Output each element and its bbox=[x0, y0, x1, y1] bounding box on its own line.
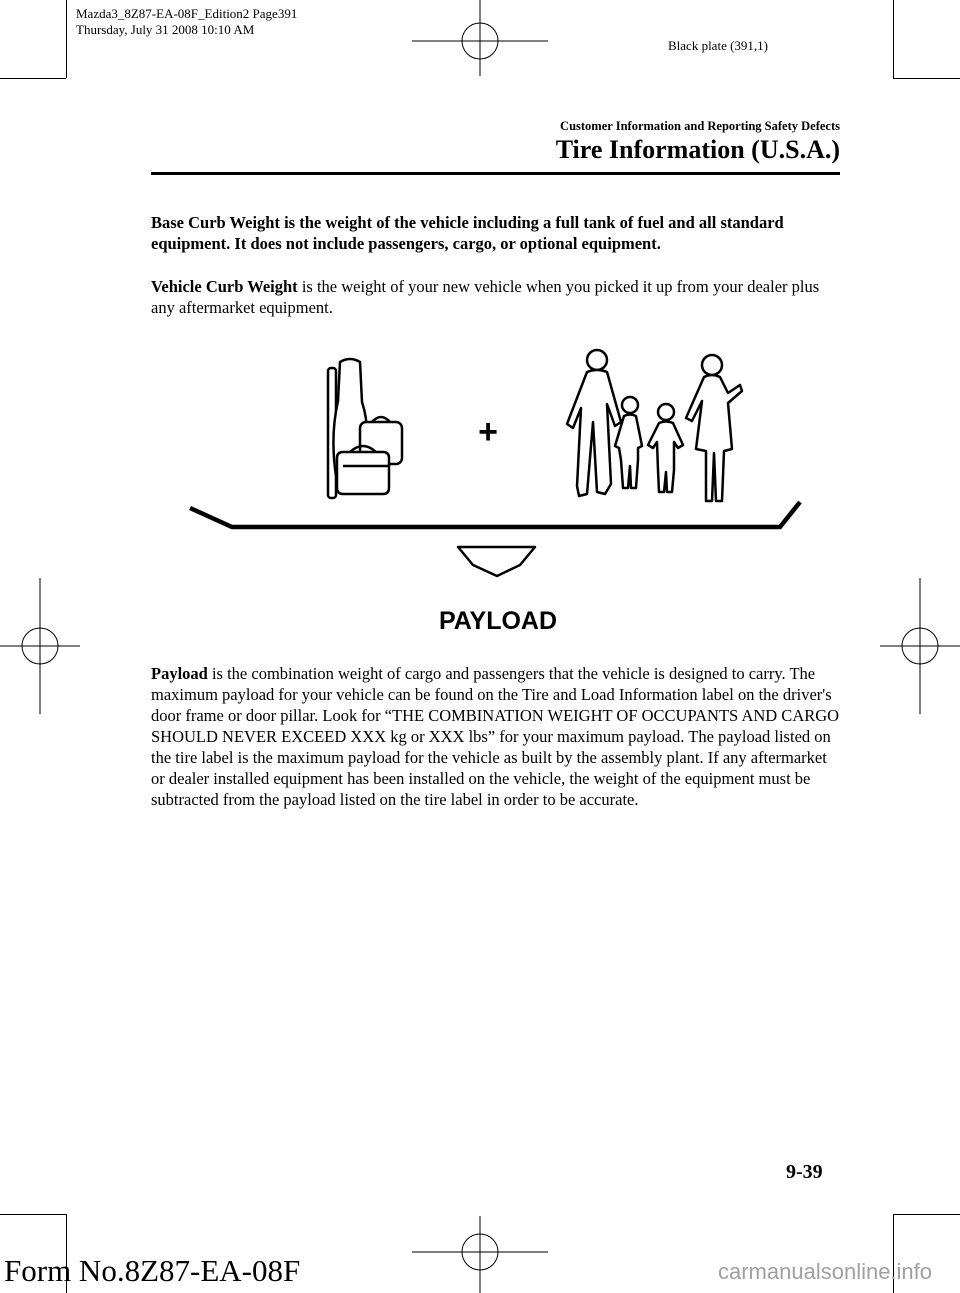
slug-line-1: Mazda3_8Z87-EA-08F_Edition2 Page391 bbox=[76, 6, 298, 21]
crop-mark bbox=[893, 1214, 960, 1215]
watermark: carmanualsonline.info bbox=[718, 1259, 933, 1284]
crop-mark bbox=[0, 78, 66, 79]
registration-mark-left bbox=[0, 578, 80, 714]
header-rule bbox=[151, 172, 840, 175]
crop-mark bbox=[0, 1214, 66, 1215]
payload-paragraph bbox=[151, 663, 841, 810]
luggage-icon bbox=[328, 359, 402, 498]
plus-sign: + bbox=[478, 413, 498, 451]
chapter-title: Tire Information (U.S.A.) bbox=[555, 135, 840, 164]
page-number: 9-39 bbox=[786, 1161, 823, 1183]
payload-term: Payload bbox=[151, 664, 208, 683]
registration-mark-right bbox=[880, 578, 960, 714]
registration-mark-bottom bbox=[412, 1216, 548, 1293]
payload-illustration bbox=[180, 340, 810, 640]
section-title: Customer Information and Reporting Safety Defects bbox=[560, 119, 840, 133]
form-number: Form No.8Z87-EA-08F bbox=[4, 1253, 301, 1288]
black-plate-label: Black plate (391,1) bbox=[668, 38, 768, 53]
base-curb-weight-paragraph: Base Curb Weight is the weight of the vehicle including a full tank of fuel and all standard equipment. It does not include passengers, cargo, or optional equipment. bbox=[151, 213, 784, 253]
vehicle-curb-weight-text: is the weight of your new vehicle when you picked it up from your dealer plus any aftermarket equipment. bbox=[151, 277, 820, 317]
crop-mark bbox=[66, 0, 67, 78]
crop-mark bbox=[893, 78, 960, 79]
bracket-line bbox=[190, 502, 800, 527]
down-arrow bbox=[458, 547, 535, 576]
vehicle-curb-weight-paragraph bbox=[151, 276, 841, 318]
vehicle-curb-weight-term: Vehicle Curb Weight bbox=[151, 277, 298, 296]
payload-text: is the combination weight of cargo and passengers that the vehicle is designed to carry. The maximum payload for your vehicle can be found on the Tire and Load Information label on the driver's door frame or door pillar. Look for “THE COMBINATION WEIGHT OF OCCUPANTS AND CARGO SHOULD NEVER EXCEED XXX kg or XXX lbs” for your maximum payload. The payload listed on the tire label is the maximum payload for the vehicle as built by the assembly plant. If any aftermarket or dealer installed equipment has been installed on the vehicle, the weight of the equipment must be subtracted from the payload listed on the tire label in order to be accurate. bbox=[151, 664, 840, 809]
family-icon bbox=[567, 350, 742, 501]
crop-mark bbox=[893, 0, 894, 78]
registration-mark-top bbox=[412, 0, 548, 76]
payload-label: PAYLOAD bbox=[438, 607, 558, 635]
slug-line-2: Thursday, July 31 2008 10:10 AM bbox=[76, 22, 255, 37]
